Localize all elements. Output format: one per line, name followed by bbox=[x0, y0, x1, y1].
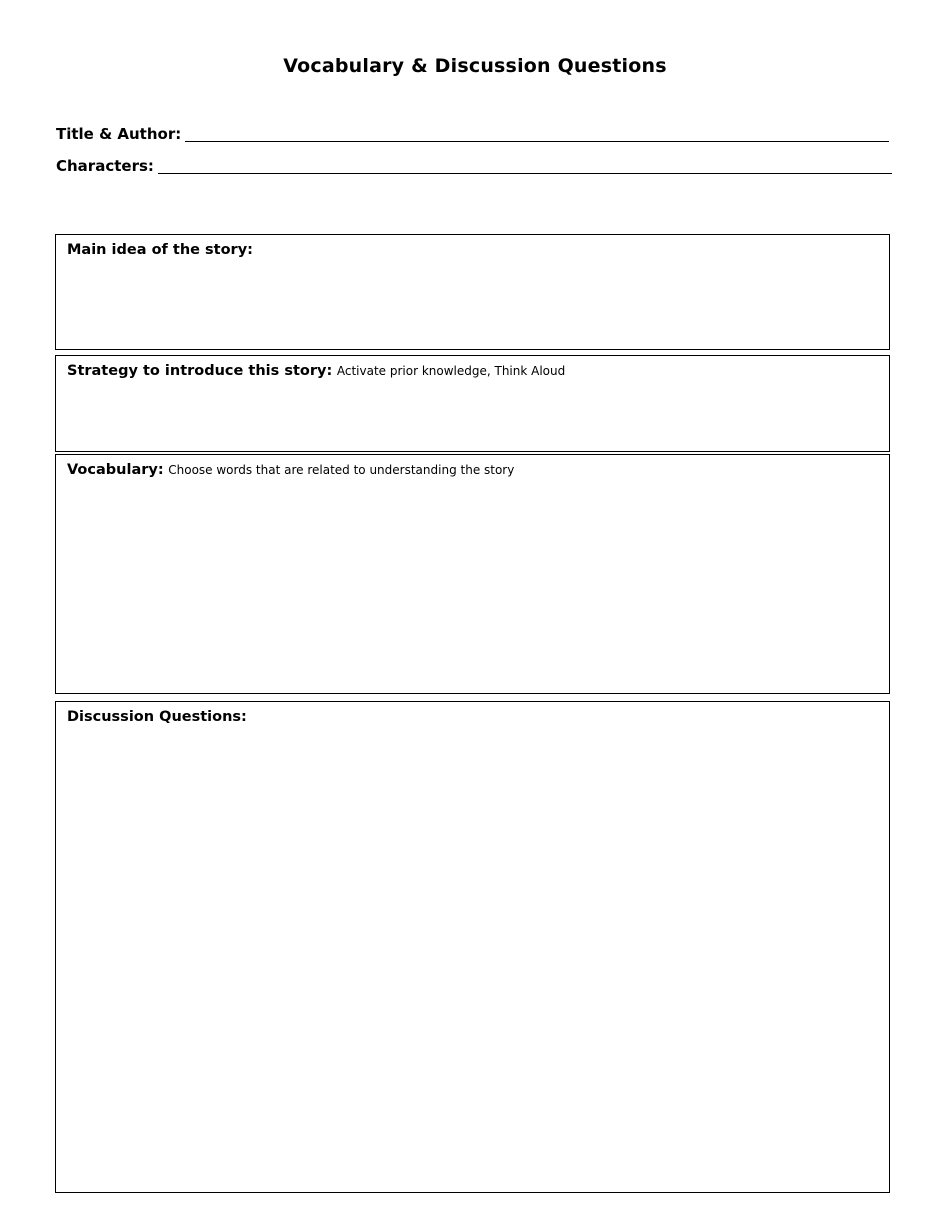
discussion-box[interactable] bbox=[55, 701, 890, 1193]
title-author-label: Title & Author: bbox=[56, 125, 182, 143]
vocabulary-heading bbox=[67, 462, 514, 478]
characters-field bbox=[56, 157, 892, 175]
main-idea-label: Main idea of the story: bbox=[67, 242, 253, 258]
strategy-label: Strategy to introduce this story: bbox=[67, 363, 333, 379]
discussion-label: Discussion Questions: bbox=[67, 709, 247, 725]
characters-line[interactable] bbox=[158, 157, 892, 174]
discussion-heading bbox=[67, 709, 247, 725]
vocabulary-sublabel: Choose words that are related to understanding the story bbox=[168, 463, 515, 477]
strategy-sublabel: Activate prior knowledge, Think Aloud bbox=[336, 364, 566, 378]
characters-label: Characters: bbox=[56, 157, 154, 175]
page-title: Vocabulary & Discussion Questions bbox=[283, 55, 667, 77]
vocabulary-label: Vocabulary: bbox=[67, 462, 164, 478]
main-idea-heading bbox=[67, 242, 253, 258]
main-idea-box[interactable] bbox=[55, 234, 890, 350]
strategy-box[interactable] bbox=[55, 355, 890, 452]
title-author-field bbox=[56, 125, 889, 143]
vocabulary-box[interactable] bbox=[55, 454, 890, 694]
title-author-line[interactable] bbox=[185, 125, 889, 142]
strategy-heading bbox=[67, 363, 565, 379]
